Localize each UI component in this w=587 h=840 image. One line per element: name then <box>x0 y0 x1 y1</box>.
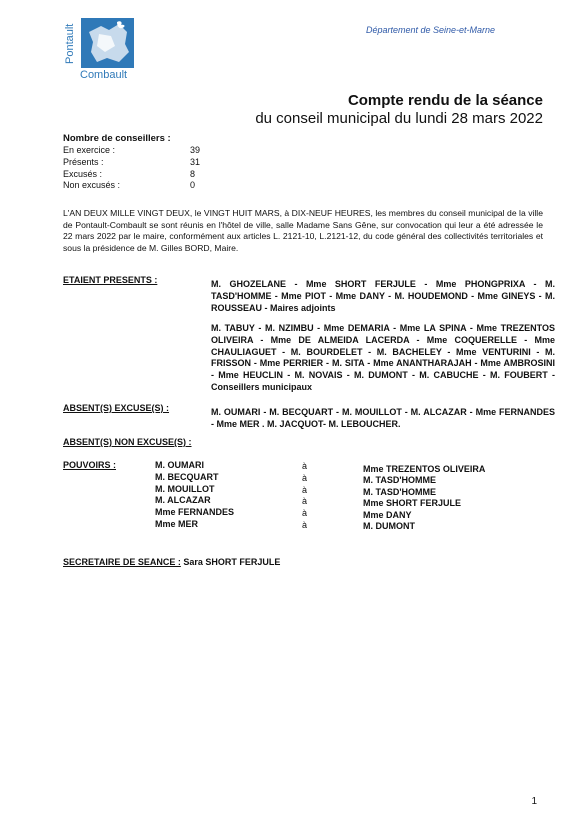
department-name: Département de Seine-et-Marne <box>366 25 496 35</box>
pouvoirs-label: POUVOIRS : <box>63 460 117 470</box>
count-value: 8 <box>190 169 196 179</box>
logo-bottom-text: Combault <box>80 69 128 81</box>
logo-side-text: Pontault <box>64 23 76 65</box>
secretary-label: SECRETAIRE DE SEANCE : <box>63 557 181 567</box>
present-conseillers: M. TABUY - M. NZIMBU - Mme DEMARIA - Mme LA SPINA - Mme TREZENTOS OLIVEIRA - Mme DE ALMEIDA LACERDA - Mme COQUERELLE - Mme CHAULIAGUET - M. BOURDELET - M. BACHELEY - Mme VENTURINI - M. FRISSON - Mme PERRIER - M. SITA - Mme ANANTHARAJAH - Mme AMBROSINI - Mme HEUCLIN - M. NOVAIS - M. DUMONT - M. CABUCHE - M. FOUBERT - Conseillers municipaux <box>211 323 555 392</box>
count-value: 39 <box>190 145 201 155</box>
pouvoir-a: à <box>302 461 308 471</box>
present-label: ETAIENT PRESENTS : <box>63 275 158 285</box>
count-value: 0 <box>190 180 196 190</box>
councillors-heading: Nombre de conseillers : <box>63 133 171 144</box>
pouvoir-to: Mme TREZENTOS OLIVEIRA <box>363 464 486 474</box>
secretary-name: Sara SHORT FERJULE <box>183 557 281 567</box>
pouvoir-from: M. OUMARI <box>155 460 204 470</box>
document-title: Compte rendu de la séance <box>347 92 543 109</box>
pouvoir-to: M. TASD'HOMME <box>363 487 436 497</box>
logo-map-emblem <box>81 18 134 68</box>
pouvoir-a: à <box>302 473 308 483</box>
excused-list: M. OUMARI - M. BECQUART - M. MOUILLOT - M. ALCAZAR - Mme FERNANDES - Mme MER . M. JACQUOT- M. LEBOUCHER. <box>211 407 555 429</box>
pouvoir-from: M. MOUILLOT <box>155 484 215 494</box>
city-logo <box>64 18 136 82</box>
pouvoir-to: Mme DANY <box>363 510 412 520</box>
pouvoir-from: M. ALCAZAR <box>155 495 211 505</box>
page-number: 1 <box>531 796 537 807</box>
intro-paragraph: L'AN DEUX MILLE VINGT DEUX, le VINGT HUIT MARS, à DIX-NEUF HEURES, les membres du conseil municipal de la ville de Pontault-Combault se sont réunis en l'hôtel de ville, salle Madame Sans Gêne, sur convocation qui leur a été adressée le 22 mars 2022 par le maire, conformément aux articles L. 2121-10, L.2121-12, du code général des collectivités territoriales et sous la présidence de M. Gilles BORD, Maire. <box>63 208 543 253</box>
count-value: 31 <box>190 157 201 167</box>
pouvoir-to: M. DUMONT <box>363 521 415 531</box>
pouvoir-to: M. TASD'HOMME <box>363 475 436 485</box>
pouvoir-a: à <box>302 508 308 518</box>
count-label: Non excusés : <box>63 180 121 190</box>
pouvoir-to: Mme SHORT FERJULE <box>363 498 462 508</box>
not-excused-label: ABSENT(S) NON EXCUSE(S) : <box>63 437 192 447</box>
secretary-line <box>63 557 280 567</box>
pouvoir-from: M. BECQUART <box>155 472 219 482</box>
pouvoir-from: Mme FERNANDES <box>155 507 235 517</box>
pouvoir-a: à <box>302 496 308 506</box>
excused-label: ABSENT(S) EXCUSE(S) : <box>63 403 170 413</box>
count-label: En exercice : <box>63 145 116 155</box>
present-adjoints: M. GHOZELANE - Mme SHORT FERJULE - Mme PHONGPRIXA - M. TASD'HOMME - Mme PIOT - Mme DANY - M. HOUDEMOND - Mme GINEYS - M. ROUSSEAU - Maires adjoints <box>211 279 555 313</box>
councillor-count-row <box>63 145 263 155</box>
document-subtitle: du conseil municipal du lundi 28 mars 2022 <box>255 110 543 127</box>
count-label: Excusés : <box>63 169 103 179</box>
councillor-count-row <box>63 169 263 179</box>
pouvoir-from: Mme MER <box>155 519 199 529</box>
pouvoir-a: à <box>302 485 308 495</box>
councillor-count-row <box>63 157 263 167</box>
pouvoir-a: à <box>302 520 308 530</box>
count-label: Présents : <box>63 157 104 167</box>
councillor-count-row <box>63 180 263 190</box>
